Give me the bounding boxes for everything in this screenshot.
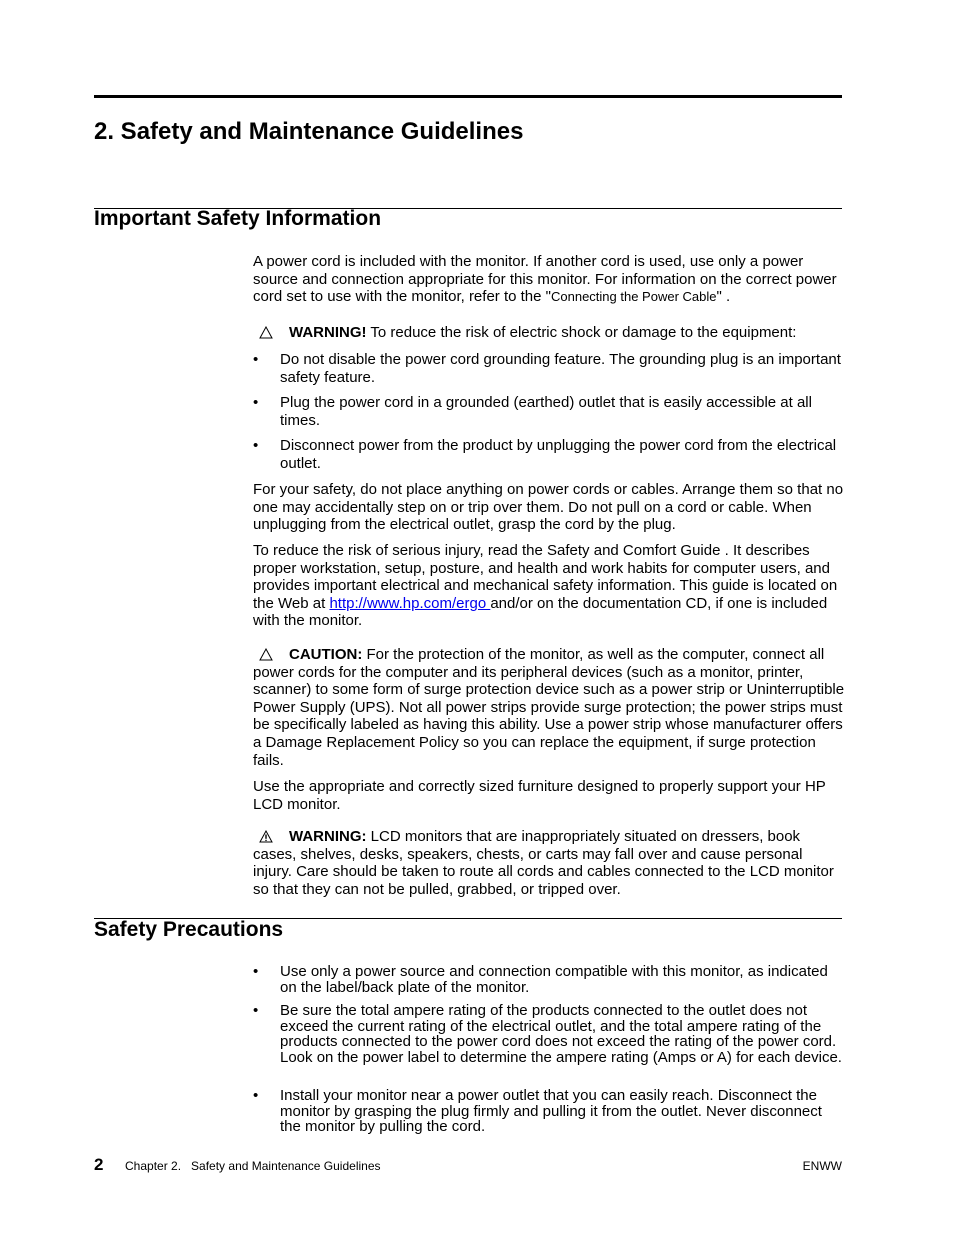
intro-paragraph bbox=[253, 253, 845, 306]
list-item-text: Disconnect power from the product by unplugging the power cord from the electrical outlet. bbox=[280, 437, 837, 472]
footer-code: ENWW bbox=[802, 1159, 842, 1173]
list-item-text: Be sure the total ampere rating of the products connected to the outlet does not exceed the current rating of the electrical outlet, and the total ampere rating of the products connected to the power cord does not exceed the rating of the power cord. Look on the power label to determine the ampere rating (Amps or A) for each device. bbox=[280, 1002, 842, 1066]
list-item-text: Install your monitor near a power outlet that you can easily reach. Disconnect the monitor by grasping the plug firmly and pulling it from the outlet. Never disconnect the monitor by pulling the cord. bbox=[280, 1087, 822, 1136]
intro-end: " . bbox=[716, 288, 731, 306]
bullet-glyph: • bbox=[253, 963, 259, 980]
bullet-glyph: • bbox=[253, 394, 259, 411]
furniture-paragraph: Use the appropriate and correctly sized furniture designed to properly support your HP LCD monitor. bbox=[253, 778, 826, 813]
warning-text: LCD monitors that are inappropriately situated on dressers, book cases, shelves, desks, speakers, chests, or carts may fall over and cause personal injury. Care should be taken to route all cords and cables connected to the LCD monitor so that they can not be pulled, grabbed, or tripped over. bbox=[253, 828, 834, 898]
warning-text: To reduce the risk of electric shock or damage to the equipment: bbox=[366, 324, 797, 341]
comfort-guide-paragraph bbox=[253, 542, 845, 630]
section-heading-important: Important Safety Information bbox=[94, 207, 382, 230]
warning-label: WARNING: bbox=[289, 828, 367, 845]
caution-triangle-icon bbox=[259, 648, 273, 661]
chapter-top-rule bbox=[94, 95, 842, 98]
page-number: 2 bbox=[94, 1155, 104, 1174]
warning-exclamation-icon bbox=[259, 830, 273, 843]
list-item-text: Plug the power cord in a grounded (earthed) outlet that is easily accessible at all times. bbox=[280, 394, 812, 429]
intro-reference: Connecting the Power Cable bbox=[550, 289, 717, 305]
bullet-glyph: • bbox=[253, 351, 259, 368]
cords-paragraph: For your safety, do not place anything on power cords or cables. Arrange them so that no one may accidentally step on or trip over them. Do not pull on a cord or cable. When unplugging from the electrical outlet, grasp the cord by the plug. bbox=[253, 481, 844, 534]
hp-ergo-link[interactable]: http://www.hp.com/ergo bbox=[329, 594, 491, 612]
warning-tip-over bbox=[253, 828, 845, 898]
list-item-text: Use only a power source and connection compatible with this monitor, as indicated on the label/back plate of the monitor. bbox=[280, 963, 828, 996]
bullet-glyph: • bbox=[253, 437, 259, 454]
caution-label: CAUTION: bbox=[289, 646, 363, 663]
caution-text: For the protection of the monitor, as well as the computer, connect all power cords for the computer and its peripheral devices (such as a monitor, printer, scanner) to some form of surge protection device such as a power strip or Uninterruptible Power Supply (UPS). Not all power strips provide surge protection; the power strips must be specifically labeled as having this ability. Use a power strip whose manufacturer offers a Damage Replacement Policy so you can replace the equipment, if surge protection fails. bbox=[253, 646, 845, 769]
section-heading-precautions: Safety Precautions bbox=[94, 918, 284, 941]
warning-triangle-icon bbox=[259, 326, 273, 339]
warning-label: WARNING! bbox=[289, 324, 367, 341]
chapter-title: 2. Safety and Maintenance Guidelines bbox=[94, 118, 524, 145]
list-item-text: Do not disable the power cord grounding feature. The grounding plug is an important safety feature. bbox=[280, 351, 841, 386]
footer-chapter-label: Chapter 2. Safety and Maintenance Guidelines bbox=[125, 1159, 381, 1173]
bullet-glyph: • bbox=[253, 1002, 259, 1019]
intro-text: A power cord is included with the monitor. If another cord is used, use only a power source and connection appropriate for this monitor. For information on the correct power cord set to use with the monitor, refer to the " bbox=[253, 253, 837, 306]
guide-text: To reduce the risk of serious injury, read the Safety and Comfort Guide . It describes proper workstation, setup, posture, and health and work habits for computer users, and provides important electrical and mechanical safety information. This guide is located on the Web at bbox=[253, 542, 838, 612]
caution-surge-protection bbox=[253, 646, 845, 769]
warning-electric-shock bbox=[253, 324, 845, 342]
bullet-glyph: • bbox=[253, 1087, 259, 1104]
guide-text-end: and/or on the documentation CD, if one is included with the monitor. bbox=[253, 594, 828, 630]
